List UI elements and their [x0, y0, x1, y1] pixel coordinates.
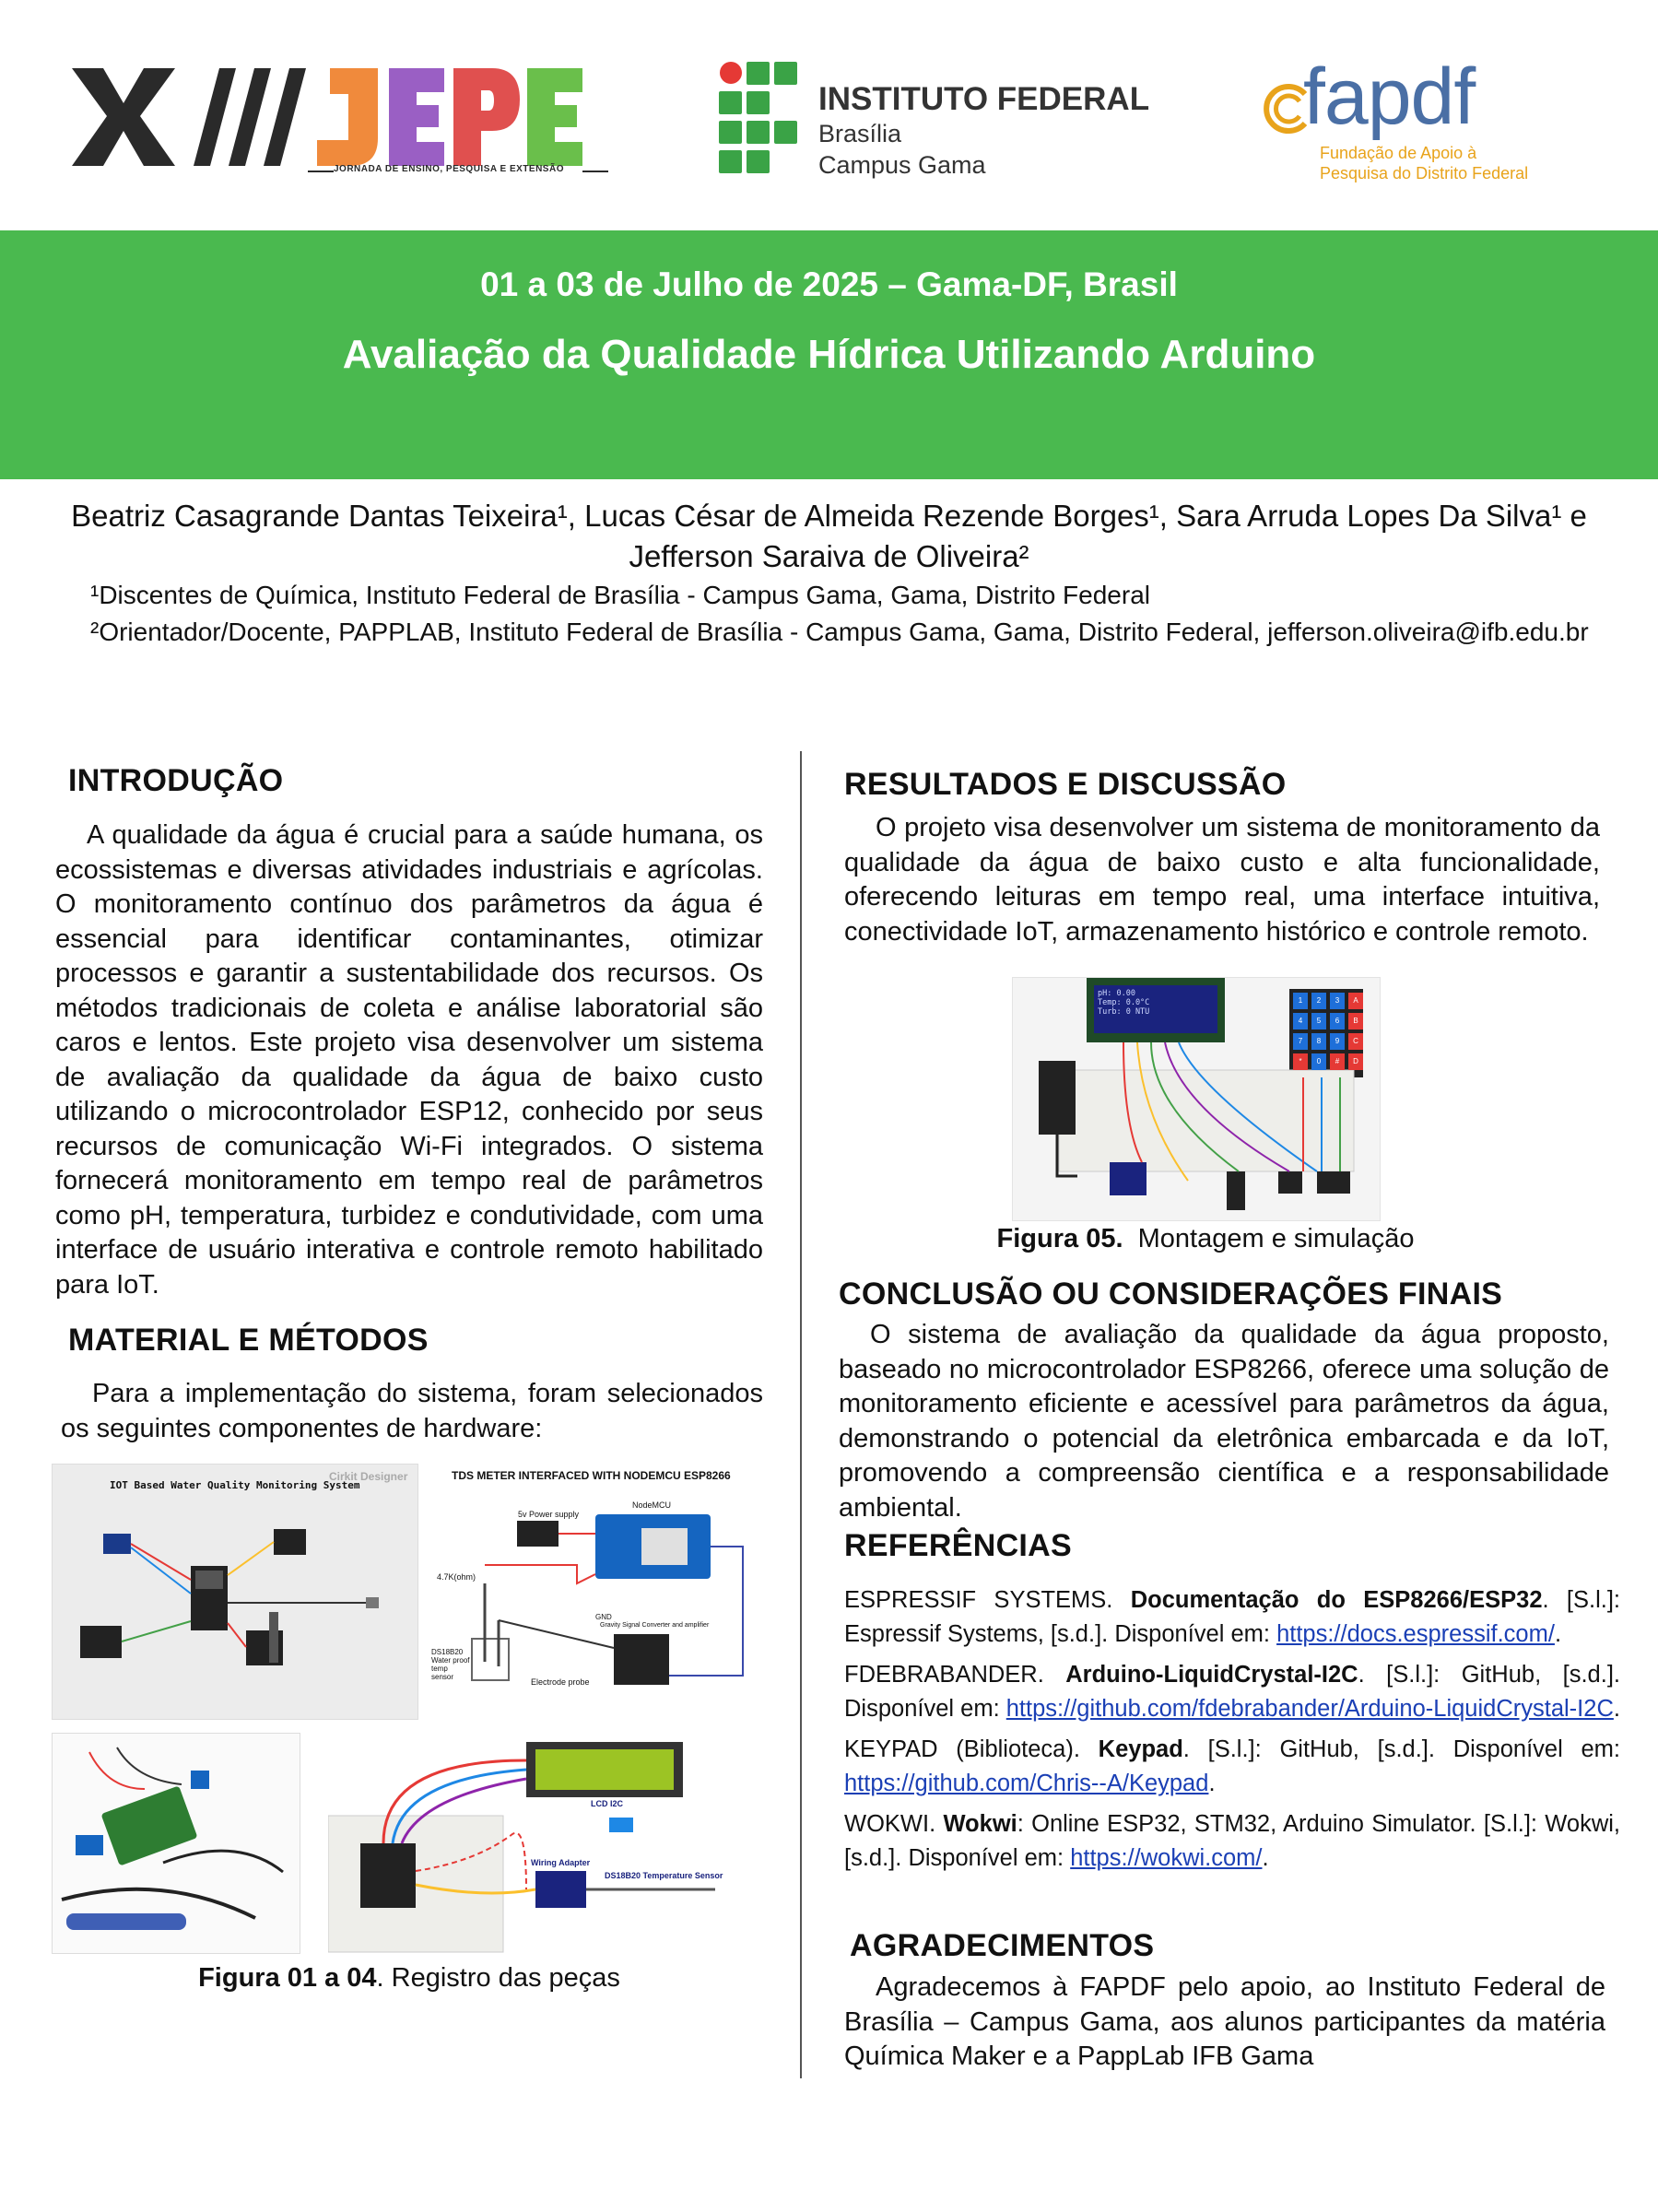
- figures-1-to-4: [52, 1464, 770, 1975]
- reference-item: [844, 1807, 1620, 1876]
- affiliation-1: ¹Discentes de Química, Instituto Federal de Brasília - Campus Gama, Gama, Distrito Federal: [90, 581, 1150, 609]
- keypad-key: B: [1348, 1013, 1363, 1030]
- figure-4-label-adapter: Wiring Adapter: [531, 1858, 591, 1867]
- figure-4-simulation: [328, 1733, 770, 1954]
- if-logo-line1: INSTITUTO FEDERAL: [818, 81, 1150, 117]
- reference-title: Arduino-LiquidCrystal-I2C: [1065, 1662, 1358, 1688]
- figure-3-parts: [53, 1734, 300, 1954]
- lcd-display: [1098, 989, 1149, 1017]
- keypad-key: #: [1330, 1053, 1345, 1070]
- reference-title: Documentação do ESP8266/ESP32: [1130, 1587, 1543, 1613]
- title-banner: [0, 230, 1658, 479]
- reference-end: .: [1554, 1621, 1562, 1647]
- reference-details: : Online ESP32, STM32, Arduino Simulator. [S.l.]: Wokwi, [s.d.]. Disponível em:: [844, 1811, 1621, 1871]
- figures-1-4-caption: [55, 1963, 763, 1994]
- figure-2-title: TDS METER INTERFACED WITH NODEMCU ESP8266: [452, 1469, 731, 1482]
- event-dates: 01 a 03 de Julho de 2025 – Gama-DF, Brasil: [480, 265, 1178, 303]
- reference-item: [844, 1658, 1620, 1726]
- figure-2-diagram: [429, 1464, 770, 1720]
- material-heading: MATERIAL E MÉTODOS: [68, 1323, 429, 1358]
- referencias-heading: REFERÊNCIAS: [844, 1528, 1072, 1563]
- if-logo-line2: Brasília: [818, 120, 902, 147]
- conclusao-heading: CONCLUSÃO OU CONSIDERAÇÕES FINAIS: [839, 1277, 1503, 1312]
- reference-title: Keypad: [1098, 1736, 1183, 1762]
- keypad-key: 5: [1311, 1013, 1326, 1030]
- figure-1-diagram: [52, 1464, 418, 1720]
- keypad-key: 0: [1311, 1053, 1326, 1070]
- figure-3-photo: [52, 1733, 300, 1954]
- keypad-key: 6: [1330, 1013, 1345, 1030]
- keypad-key: 7: [1293, 1033, 1308, 1050]
- figure-4-label-sensor: DS18B20 Temperature Sensor: [605, 1871, 723, 1880]
- keypad-key: 4: [1293, 1013, 1308, 1030]
- reference-end: .: [1208, 1771, 1216, 1796]
- figure-2-label-resistor: 4.7K(ohm): [437, 1572, 476, 1582]
- figure-2-label-electrode: Electrode probe: [531, 1677, 590, 1687]
- reference-details: . [S.l.]: GitHub, [s.d.]. Disponível em:: [844, 1662, 1620, 1722]
- keypad-key: 1: [1293, 993, 1308, 1009]
- jepe-subtitle: JORNADA DE ENSINO, PESQUISA E EXTENSÃO: [334, 164, 564, 174]
- resultados-text: O projeto visa desenvolver um sistema de monitoramento da qualidade da água de baixo custo e alta funcionalidade, oferecendo leituras em tempo real, uma interface intuitiva, conectividade IoT, armazenamento histórico e controle remoto.: [844, 813, 1600, 947]
- figures-1-4-caption-bold: Figura 01 a 04: [198, 1963, 377, 1993]
- fapdf-line2: Pesquisa do Distrito Federal: [1320, 164, 1529, 182]
- lcd-line-turb: Turb: 0 NTU: [1098, 1007, 1150, 1017]
- fapdf-line1: Fundação de Apoio à: [1320, 144, 1477, 162]
- fapdf-name: fapdf: [1303, 53, 1476, 141]
- agradecimentos-text: Agradecemos à FAPDF pelo apoio, ao Instituto Federal de Brasília – Campus Gama, aos alunos participantes da matéria Química Maker e a PappLab IFB Gama: [844, 1972, 1605, 2071]
- lcd-line-temp: Temp: 0.0°C: [1098, 998, 1150, 1007]
- figure-5-simulation: [1012, 977, 1381, 1221]
- figure-2-label-nodemcu: NodeMCU: [632, 1500, 672, 1510]
- jepe-logo: [66, 57, 619, 177]
- reference-link[interactable]: https://wokwi.com/: [1070, 1845, 1263, 1871]
- resultados-heading: RESULTADOS E DISCUSSÃO: [844, 767, 1287, 802]
- reference-end: .: [1262, 1845, 1269, 1871]
- introducao-heading: INTRODUÇÃO: [68, 763, 284, 798]
- figure-1-title: IOT Based Water Quality Monitoring System: [110, 1479, 360, 1491]
- reference-link[interactable]: https://github.com/fdebrabander/Arduino-LiquidCrystal-I2C: [1005, 1696, 1614, 1722]
- figure-2-wiring: [429, 1464, 770, 1720]
- reference-item: [844, 1733, 1620, 1801]
- affiliation-2: ²Orientador/Docente, PAPPLAB, Instituto Federal de Brasília - Campus Gama, Gama, Distrito Federal, jefferson.oliveira@ifb.edu.br: [90, 618, 1589, 646]
- poster-title: Avaliação da Qualidade Hídrica Utilizando Arduino: [342, 332, 1316, 377]
- figure-2-label-converter: Gravity Signal Converter and amplifier: [600, 1622, 710, 1629]
- keypad: [1293, 993, 1359, 1070]
- lcd-line-ph: pH: 0.00: [1098, 989, 1135, 998]
- figure-4-label-lcd: LCD I2C: [591, 1799, 624, 1808]
- reference-end: .: [1613, 1696, 1620, 1722]
- reference-prefix: WOKWI.: [844, 1811, 944, 1837]
- reference-list: [844, 1583, 1620, 1882]
- keypad-key: 9: [1330, 1033, 1345, 1050]
- reference-details: . [S.l.]: GitHub, [s.d.]. Disponível em:: [1182, 1736, 1620, 1762]
- figure-4-wiring: [328, 1733, 770, 1954]
- if-grid-icon: [719, 61, 802, 175]
- reference-link[interactable]: https://docs.espressif.com/: [1276, 1621, 1555, 1647]
- agradecimentos-heading: AGRADECIMENTOS: [850, 1928, 1155, 1963]
- introducao-text: A qualidade da água é crucial para a saúde humana, os ecossistemas e diversas atividades industriais e agrícolas. O monitoramento contínuo dos parâmetros da água é essencial para identificar contaminantes, otimizar processos e garantir a sustentabilidade dos recursos. Os métodos tradicionais de coleta e análise laboratorial são caros e lentos. Este projeto visa desenvolver um sistema de avaliação da qualidade da água de baixo custo utilizando o microcontrolador ESP12, conhecido por seus recursos de comunicação Wi-Fi integrados. O sistema fornecerá monitoramento em tempo real de parâmetros como pH, temperatura, turbidez e condutividade, com uma interface de usuário interativa e controle remoto habilitado para IoT.: [55, 820, 763, 1300]
- reference-link[interactable]: https://github.com/Chris--A/Keypad: [844, 1771, 1209, 1796]
- figure-2-label-gnd: GND: [595, 1613, 612, 1621]
- author-list: [18, 496, 1640, 577]
- fapdf-logo: [1261, 53, 1565, 186]
- conclusao-text: O sistema de avaliação da qualidade da água proposto, baseado no microcontrolador ESP8266, oferece uma solução de monitoramento eficiente e acessível para parâmetros da água, demonstrando o potencial da eletrônica embarcada e da IoT, promovendo a compreensão científica e a responsabilidade ambiental.: [839, 1320, 1609, 1523]
- column-divider: [800, 751, 802, 2078]
- material-text: Para a implementação do sistema, foram selecionados os seguintes componentes de hardware:: [61, 1379, 763, 1443]
- reference-prefix: ESPRESSIF SYSTEMS.: [844, 1587, 1131, 1613]
- keypad-key: *: [1293, 1053, 1308, 1070]
- reference-details: . [S.l.]: Espressif Systems, [s.d.]. Disponível em:: [844, 1587, 1620, 1647]
- keypad-key: 3: [1330, 993, 1345, 1009]
- figure-5-caption-text: Montagem e simulação: [1123, 1224, 1415, 1253]
- keypad-key: 2: [1311, 993, 1326, 1009]
- reference-title: Wokwi: [943, 1811, 1017, 1837]
- authors-line1: Beatriz Casagrande Dantas Teixeira¹, Lucas César de Almeida Rezende Borges¹, Sara Arruda Lopes Da Silva¹ e: [71, 499, 1587, 533]
- reference-prefix: KEYPAD (Biblioteca).: [844, 1736, 1099, 1762]
- figure-1-brand: Cirkit Designer: [329, 1470, 408, 1483]
- figures-1-4-caption-text: . Registro das peças: [376, 1963, 620, 1993]
- figure-5-caption: [837, 1224, 1574, 1254]
- instituto-federal-logo: [719, 61, 1152, 181]
- figure-2-label-ds18b20: DS18B20 Water proof temp sensor: [431, 1648, 470, 1681]
- keypad-key: A: [1348, 993, 1363, 1009]
- reference-item: [844, 1583, 1620, 1652]
- figure-5-caption-bold: Figura 05.: [996, 1224, 1123, 1253]
- authors-line2: Jefferson Saraiva de Oliveira²: [629, 539, 1029, 573]
- keypad-key: C: [1348, 1033, 1363, 1050]
- if-logo-line3: Campus Gama: [818, 151, 986, 179]
- figure-2-label-power: 5v Power supply: [518, 1510, 580, 1519]
- header-logos: [0, 0, 1658, 230]
- keypad-key: 8: [1311, 1033, 1326, 1050]
- keypad-key: D: [1348, 1053, 1363, 1070]
- figure-1-wiring: [53, 1465, 418, 1720]
- reference-prefix: FDEBRABANDER.: [844, 1662, 1066, 1688]
